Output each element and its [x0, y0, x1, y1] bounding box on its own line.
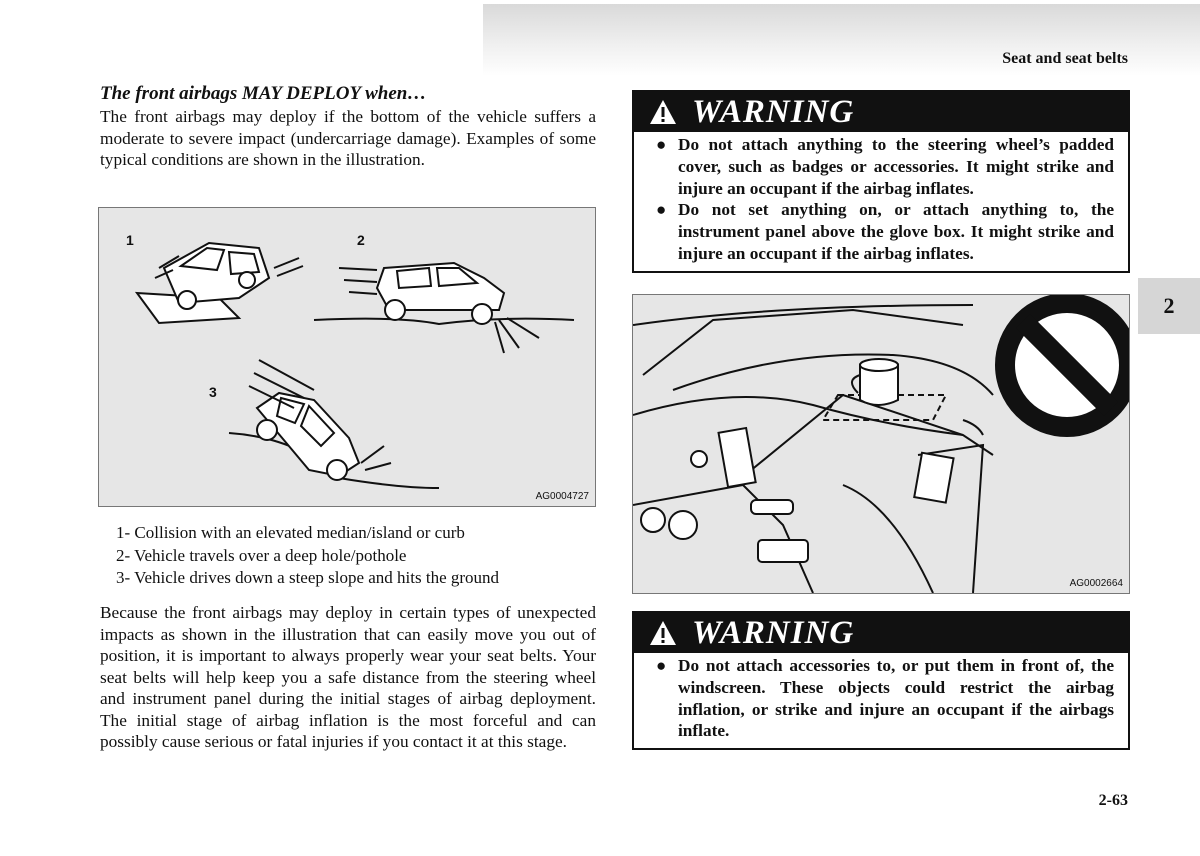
warning-title: WARNING	[692, 614, 855, 651]
warning-text: Do not set anything on, or attach anything to, the instrument panel above the glove box. It might strike and injure an occupant if the airbag inflates.	[678, 200, 1114, 263]
warning-triangle-icon	[648, 619, 678, 647]
warning-text: Do not attach anything to the steering wheel’s padded cover, such as badges or accessories. It might strike and injure an occupant if the airbag inflates.	[678, 135, 1114, 198]
page-number: 2-63	[1098, 792, 1128, 809]
warning-item	[656, 134, 1114, 199]
warning-body	[634, 132, 1128, 271]
deploy-illustration	[99, 208, 595, 506]
body-paragraph: Because the front airbags may deploy in certain types of unexpected impacts as shown in the illustration that can easily move you out of position, it is important to always properly wear your seat belts. Your seat belts will help keep you a safe distance from the steering wheel and instrument panel during the initial stages of airbag deployment. The initial stage of airbag inflation is the most forceful and can possibly cause serious or fatal injuries if you contact it at this stage.	[100, 603, 596, 751]
dashboard-illustration	[633, 295, 1129, 593]
subheading: The front airbags MAY DEPLOY when…	[100, 83, 427, 104]
warning-header	[634, 613, 1128, 653]
dashboard-figure	[632, 294, 1130, 594]
bullet-icon: ●	[656, 656, 667, 675]
intro-paragraph: The front airbags may deploy if the bottom of the vehicle suffers a moderate to severe impact (undercarriage damage). Examples of some typical conditions are shown in the illustration.	[100, 107, 596, 169]
figure-code: AG0004727	[535, 491, 589, 502]
caption-item: 3- Vehicle drives down a steep slope and hits the ground	[116, 568, 500, 587]
warning-item	[656, 655, 1114, 742]
warning-triangle-icon	[648, 98, 678, 126]
warning-title: WARNING	[692, 93, 855, 130]
deploy-conditions-figure	[98, 207, 596, 507]
figure-label-3: 3	[209, 384, 217, 400]
figure-label-2: 2	[357, 232, 365, 248]
warning-header	[634, 92, 1128, 132]
warning-box-2	[632, 611, 1130, 750]
caption-item: 2- Vehicle travels over a deep hole/pothole	[116, 545, 407, 565]
section-title: Seat and seat belts	[1002, 50, 1128, 67]
figure-code: AG0002664	[1069, 578, 1123, 589]
bullet-icon: ●	[656, 135, 667, 154]
warning-box-1	[632, 90, 1130, 273]
caption-item: 1- Collision with an elevated median/island or curb	[116, 523, 465, 542]
bullet-icon: ●	[656, 200, 667, 220]
chapter-tab: 2	[1138, 278, 1200, 334]
warning-item	[656, 199, 1114, 264]
warning-body	[634, 653, 1128, 748]
left-column	[100, 82, 596, 171]
caption-list	[116, 522, 499, 590]
figure-label-1: 1	[126, 232, 134, 248]
warning-text: Do not attach accessories to, or put them in front of, the windscreen. These objects could restrict the airbag inflation, or strike and injure an occupant if the airbags inflate.	[678, 656, 1114, 741]
